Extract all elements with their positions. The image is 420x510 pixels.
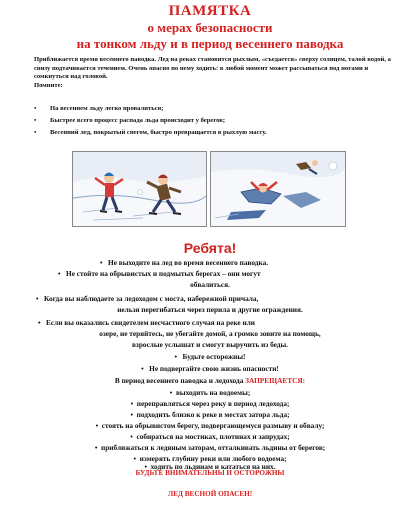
forbidden-item: • подходить близко к реке в местах затора льда; xyxy=(130,410,290,419)
memo-subtitle-2: на тонком льду и в период весеннего паводка xyxy=(76,36,344,51)
bullet-dot: • xyxy=(34,129,37,136)
rule-accident-witness: • Если вы оказались свидетелем несчастного случая на реке или xyxy=(38,318,255,327)
bullet-dot: • xyxy=(130,410,137,419)
rule-steep-banks: • Не стойте на обрывистых и подмытых берегах – они могут xyxy=(58,269,261,278)
memo-title: ПАМЯТКА xyxy=(168,3,252,19)
bullet-dot: • xyxy=(94,443,102,452)
footer-be-careful: БУДЬТЕ ВНИМАТЕЛЬНЫ И ОСТОРОЖНЫ xyxy=(135,469,285,477)
bullet-dot: • xyxy=(174,352,183,361)
rule-accident-witness-cont-2: взрослые услышат и смогут выручить из беды. xyxy=(131,340,289,349)
forbidden-item: • измерять глубину реки или любого водоема; xyxy=(133,454,287,463)
rule-no-ice-during-flood: • Не выходите на лед во время весеннего паводка. xyxy=(100,258,269,267)
rule-ice-drift-watching: • Когда вы наблюдаете за ледоходом с моста, набережной причала, xyxy=(36,294,259,303)
forbidden-item: • стоять на обрывистом берегу, подвергающемуся размыву и обвалу; xyxy=(95,421,325,430)
rule-no-risk: • Не подвергайте свою жизнь опасности! xyxy=(141,364,279,373)
forbidden-label: ЗАПРЕЩАЕТСЯ: xyxy=(245,376,306,385)
intro-paragraph: Приближается время весеннего паводка. Лед на реках становится рыхлым, «съедается» сверху солнцем, талой водой, а снизу подтачивается течением. Очень опасно по нему ходить: в любой момент может рассыпаться под ногами и сомкнуться над головой. xyxy=(34,56,391,81)
forbidden-intro: В период весеннего паводка и ледохода ЗАПРЕЩАЕТСЯ: xyxy=(114,376,306,385)
bullet-dot: • xyxy=(100,258,109,267)
bullet-dot: • xyxy=(36,294,45,303)
intro-block xyxy=(34,56,394,90)
bullet-dot: • xyxy=(38,318,47,327)
rule-steep-banks-cont: обвалиться. xyxy=(190,280,230,289)
illustration-child-fallen-through-ice xyxy=(210,151,346,227)
illustration-children-on-ice xyxy=(72,151,207,227)
memo-subtitle: о мерах безопасности xyxy=(147,20,273,35)
bullet-dot: • xyxy=(133,454,140,463)
bullet-dot: • xyxy=(95,421,102,430)
rule-accident-witness-cont: озере, не теряйтесь, не убегайте домой, а громко зовите на помощь, xyxy=(99,329,321,338)
bullet-dot: • xyxy=(169,388,176,397)
forbidden-item: • переправляться через реку в период ледохода; xyxy=(130,399,290,408)
bullet-dot: • xyxy=(144,462,151,471)
footer-ice-danger: ЛЕД ВЕСНОЙ ОПАСЕН! xyxy=(167,490,253,498)
rule-ice-drift-watching-cont: нельзя перегибаться через перила и другие ограждения. xyxy=(117,305,303,314)
bullet-dot: • xyxy=(141,364,150,373)
children-heading: Ребята! xyxy=(183,240,237,256)
bullet-dot: • xyxy=(34,105,37,112)
remember-label: Помните: xyxy=(34,81,63,89)
bullet-dot: • xyxy=(58,269,67,278)
forbidden-item: • ходить по льдинам и кататься на них. xyxy=(144,462,276,471)
forbidden-item: • собираться на мостиках, плотинах и запрудах; xyxy=(130,432,290,441)
forbidden-item: • приближаться к ледяным заторам, отталкивать льдины от берегов; xyxy=(94,443,326,452)
bullet-dot: • xyxy=(34,117,37,124)
forbidden-item: • выходить на водоемы; xyxy=(169,388,251,397)
safety-memo-page: ПАМЯТКА о мерах безопасности на тонком льду и в период весеннего паводка Приближается время весеннего паводка. Лед на реках становится рыхлым, «съедается» сверху солнцем, талой водой, а снизу подтачивается течением. Очень опасно по нему ходить: в любой момент может рассыпаться под ногами и сомкнуться над головой. Помните: • На весеннем льду легко провалиться; • Быстрее всего процесс распада льда происходит у берегов; • Весенний лед, покрытый снегом, быстро превращается в рыхлую массу. Ребята! • Не выходите на лед во время весеннего паводка. • Не стойте на обрывистых и подмытых берегах – они могут обвалиться. • Когда вы наблюдаете за ледоходом с моста, набережной причала, нельзя перегибаться через перила и другие ограждения. • Если вы оказались свидетелем несчастного случая на реке или озере, не теряйтесь, не убегайте домой, а громко зовите на помощь, взрослые услышат и смогут выручить из беды. • Будьте осторожны! • Не подвергайте свою жизнь опасности! В период весеннего паводка и ледохода ЗАПРЕЩАЕТСЯ: • выходить на водоемы; • переправляться через реку в период ледохода; • подходить близко к реке в местах затора льда; • стоять на обрывистом берегу, подвергающемуся размыву и обвалу; • собираться на мостиках, плотинах и запрудах; • приближаться к ледяным заторам, отталкивать льдины от берегов; • измерять глубину реки или любого водоема; • ходить по льдинам и кататься на них. БУДЬТЕ ВНИМАТЕЛЬНЫ И ОСТОРОЖНЫ ЛЕД ВЕСНОЙ ОПАСЕН! xyxy=(0,0,420,510)
bullet-dot: • xyxy=(130,432,137,441)
bullet-dot: • xyxy=(130,399,137,408)
rule-be-careful: • Будьте осторожны! xyxy=(174,352,246,361)
